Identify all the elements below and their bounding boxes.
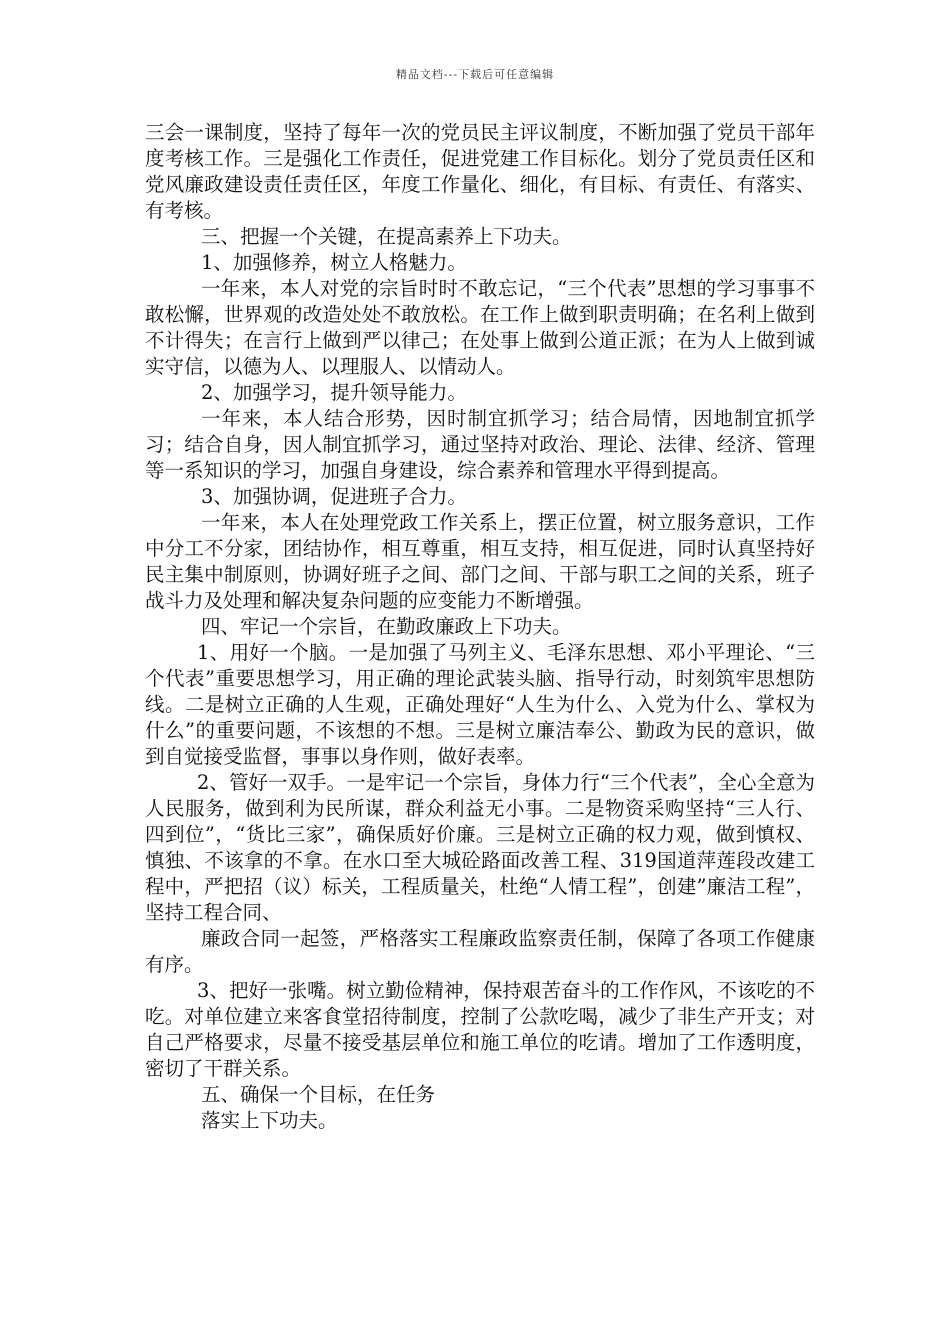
heading-section-four: 四、牢记一个宗旨，在勤政廉政上下功夫。 xyxy=(201,615,572,638)
paragraph-study: 一年来，本人结合形势，因时制宜抓学习；结合局情，因地制宜抓学习；结合自身，因人制宜抓学习，通过坚持对政治、理论、法律、经济、管理等一系知识的学习，加强自身建设，综合素养和管理水平得到提高。 xyxy=(145,407,815,482)
subheading-cultivation: 1、加强修养，树立人格魅力。 xyxy=(201,251,467,274)
heading-section-five: 五、确保一个目标，在任务 xyxy=(201,1083,436,1106)
subheading-study: 2、加强学习，提升领导能力。 xyxy=(201,381,467,404)
document-body xyxy=(145,120,815,1134)
heading-section-five-continued: 落实上下功夫。 xyxy=(201,1109,338,1132)
paragraph-party-system: 三会一课制度，坚持了每年一次的党员民主评议制度，不断加强了党员干部年度考核工作。三是强化工作责任，促进党建工作目标化。划分了党员责任区和党风廉政建设责任责任区，年度工作量化、细化，有目标、有责任、有落实、有考核。 xyxy=(145,121,815,222)
heading-section-three: 三、把握一个关键，在提高素养上下功夫。 xyxy=(201,225,572,248)
paragraph-manage-hands: 2、管好一双手。一是牢记一个宗旨，身体力行“三个代表”，全心全意为人民服务，做到利为民所谋，群众利益无小事。二是物资采购坚持“三人行、四到位”，“货比三家”，确保质好价廉。三是树立正确的权力观，做到慎权、慎独、不该拿的不拿。在水口至大城砼路面改善工程、319国道萍莲段改建工程中，严把招（议）标关，工程质量关，杜绝“人情工程”，创建”廉洁工程”，坚持工程合同、 xyxy=(145,771,815,924)
paragraph-cultivation: 一年来，本人对党的宗旨时时不敢忘记，“三个代表”思想的学习事事不敢松懈，世界观的改造处处不敢放松。在工作上做到职责明确；在名利上做到不计得失；在言行上做到严以律己；在处事上做到公道正派；在为人上做到诚实守信，以德为人、以理服人、以情动人。 xyxy=(145,277,815,378)
paragraph-integrity-contract: 廉政合同一起签，严格落实工程廉政监察责任制，保障了各项工作健康有序。 xyxy=(145,927,815,976)
subheading-coordination: 3、加强协调，促进班子合力。 xyxy=(201,485,467,508)
paragraph-coordination: 一年来，本人在处理党政工作关系上，摆正位置，树立服务意识，工作中分工不分家，团结协作，相互尊重，相互支持，相互促进，同时认真坚持好民主集中制原则，协调好班子之间、部门之间、干部与职工之间的关系，班子战斗力及处理和解决复杂问题的应变能力不断增强。 xyxy=(145,511,815,612)
paragraph-use-brain: 1、用好一个脑。一是加强了马列主义、毛泽东思想、邓小平理论、“三个代表”重要思想学习，用正确的理论武装头脑、指导行动，时刻筑牢思想防线。二是树立正确的人生观，正确处理好“人生为什么、入党为什么、掌权为什么”的重要问题，不该想的不想。三是树立廉洁奉公、勤政为民的意识，做到自觉接受监督，事事以身作则，做好表率。 xyxy=(145,641,815,768)
page-header: 精品文档---下载后可任意编辑 xyxy=(395,68,555,81)
paragraph-guard-mouth: 3、把好一张嘴。树立勤俭精神，保持艰苦奋斗的工作作风，不该吃的不吃。对单位建立来客食堂招待制度，控制了公款吃喝，减少了非生产开支；对自己严格要求，尽量不接受基层单位和施工单位的吃请。增加了工作透明度，密切了干群关系。 xyxy=(145,979,815,1080)
